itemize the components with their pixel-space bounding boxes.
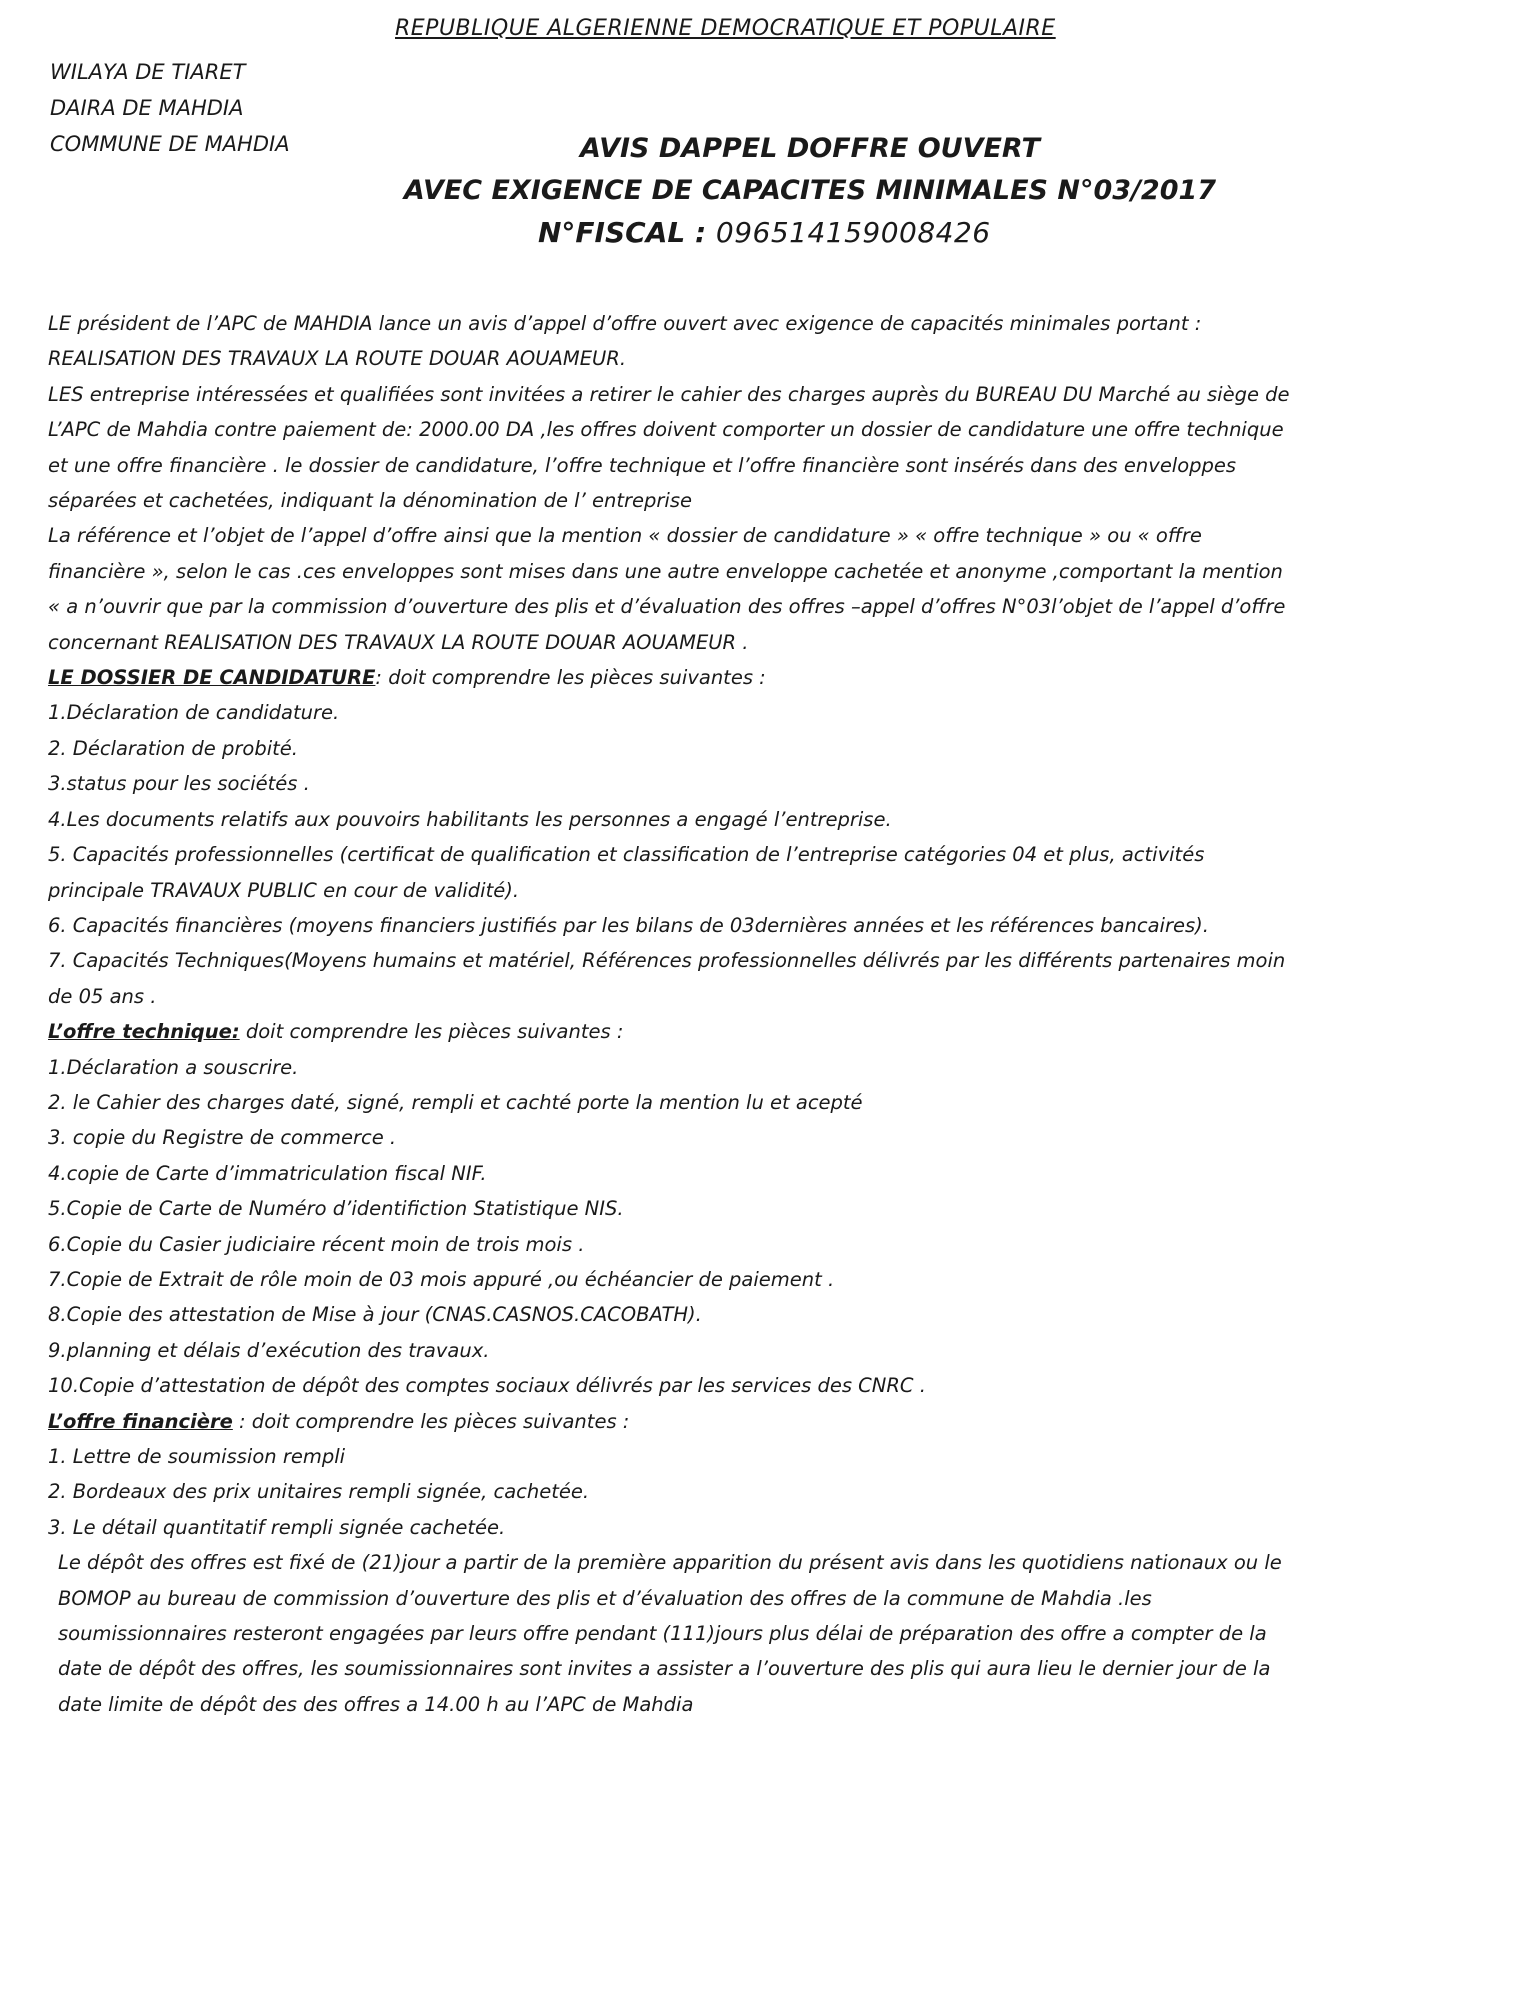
commune-line: COMMUNE DE MAHDIA <box>50 132 290 156</box>
intro-line: La référence et l’objet de l’appel d’offre ainsi que la mention « dossier de candidature » « offre technique » ou « offre <box>48 524 1202 548</box>
title-line-2: AVEC EXIGENCE DE CAPACITES MINIMALES N°03/2017 <box>403 175 1217 206</box>
financiere-item: 3. Le détail quantitatif rempli signée cachetée. <box>48 1515 506 1539</box>
candidature-item: 4.Les documents relatifs aux pouvoirs habilitants les personnes a engagé l’entreprise. <box>48 807 892 831</box>
candidature-item: 5. Capacités professionnelles (certificat de qualification et classification de l’entreprise catégories 04 et plus, activités <box>48 843 1205 867</box>
fiscal-number <box>538 216 991 249</box>
technique-item: 2. le Cahier des charges daté, signé, rempli et cachté porte la mention lu et acepté <box>48 1090 863 1114</box>
financiere-heading: L’offre financière <box>48 1409 233 1433</box>
notice-body <box>48 306 1488 1722</box>
technique-heading-line <box>48 1014 1488 1049</box>
technique-item: 10.Copie d’attestation de dépôt des comptes sociaux délivrés par les services des CNRC . <box>48 1374 926 1398</box>
technique-item: 5.Copie de Carte de Numéro d’identifiction Statistique NIS. <box>48 1197 624 1221</box>
technique-heading: L’offre technique: <box>48 1020 240 1044</box>
intro-line: et une offre financière . le dossier de candidature, l’offre technique et l’offre financière sont insérés dans des enveloppes <box>48 453 1237 477</box>
daira-line: DAIRA DE MAHDIA <box>50 96 244 120</box>
intro-line: séparées et cachetées, indiquant la dénomination de l’ entreprise <box>48 489 692 513</box>
notice-title <box>0 128 1522 212</box>
technique-item: 6.Copie du Casier judiciaire récent moin de trois mois . <box>48 1232 585 1256</box>
candidature-item: 1.Déclaration de candidature. <box>48 701 340 725</box>
candidature-heading: LE DOSSIER DE CANDIDATURE <box>48 666 376 690</box>
candidature-item: 6. Capacités financières (moyens financiers justifiés par les bilans de 03dernières années et les références bancaires). <box>48 913 1209 937</box>
technique-item: 3. copie du Registre de commerce . <box>48 1126 397 1150</box>
closing-line: date limite de dépôt des des offres a 14.00 h au l’APC de Mahdia <box>58 1692 694 1716</box>
intro-line: financière », selon le cas .ces enveloppes sont mises dans une autre enveloppe cachetée et anonyme ,comportant la mention <box>48 559 1283 583</box>
wilaya-line: WILAYA DE TIARET <box>50 60 246 84</box>
intro-line: concernant REALISATION DES TRAVAUX LA ROUTE DOUAR AOUAMEUR . <box>48 630 749 654</box>
candidature-heading-line <box>48 660 1488 695</box>
intro-line: L’APC de Mahdia contre paiement de: 2000.00 DA ,les offres doivent comporter un dossier de candidature une offre technique <box>48 418 1284 442</box>
candidature-heading-rest: : doit comprendre les pièces suivantes : <box>375 666 766 690</box>
closing-line: BOMOP au bureau de commission d’ouverture des plis et d’évaluation des offres de la commune de Mahdia .les <box>58 1586 1152 1610</box>
intro-line: « a n’ouvrir que par la commission d’ouverture des plis et d’évaluation des offres –appel d’offres N°03l’objet de l’appel d’offre <box>48 595 1286 619</box>
closing-line: Le dépôt des offres est fixé de (21)jour a partir de la première apparition du présent avis dans les quotidiens nationaux ou le <box>58 1551 1282 1575</box>
candidature-item: 2. Déclaration de probité. <box>48 736 298 760</box>
technique-item: 8.Copie des attestation de Mise à jour (CNAS.CASNOS.CACOBATH). <box>48 1303 702 1327</box>
technique-item: 4.copie de Carte d’immatriculation fiscal NIF. <box>48 1161 487 1185</box>
intro-line: REALISATION DES TRAVAUX LA ROUTE DOUAR AOUAMEUR. <box>48 347 627 371</box>
financiere-heading-rest: : doit comprendre les pièces suivantes : <box>232 1409 630 1433</box>
closing-line: soumissionnaires resteront engagées par leurs offre pendant (111)jours plus délai de préparation des offre a compter de la <box>58 1622 1267 1646</box>
financiere-item: 2. Bordeaux des prix unitaires rempli signée, cachetée. <box>48 1480 590 1504</box>
technique-item: 9.planning et délais d’exécution des travaux. <box>48 1338 490 1362</box>
candidature-item: principale TRAVAUX PUBLIC en cour de validité). <box>48 878 520 902</box>
technique-item: 7.Copie de Extrait de rôle moin de 03 mois appuré ,ou échéancier de paiement . <box>48 1267 835 1291</box>
intro-line: LE président de l’APC de MAHDIA lance un avis d’appel d’offre ouvert avec exigence de capacités minimales portant : <box>48 312 1202 335</box>
fiscal-value: 096514159008426 <box>715 216 991 249</box>
republic-heading: REPUBLIQUE ALGERIENNE DEMOCRATIQUE ET POPULAIRE <box>395 16 1056 41</box>
technique-item: 1.Déclaration a souscrire. <box>48 1055 299 1079</box>
candidature-item: 7. Capacités Techniques(Moyens humains et matériel, Références professionnelles délivrés par les différents partenaires moin <box>48 949 1286 973</box>
candidature-item: de 05 ans . <box>48 984 157 1008</box>
closing-line: date de dépôt des offres, les soumissionnaires sont invites a assister a l’ouverture des plis qui aura lieu le dernier jour de la <box>58 1657 1271 1681</box>
candidature-item: 3.status pour les sociétés . <box>48 772 310 796</box>
intro-line: LES entreprise intéressées et qualifiées sont invitées a retirer le cahier des charges auprès du BUREAU DU Marché au siège de <box>48 382 1290 406</box>
financiere-item: 1. Lettre de soumission rempli <box>48 1445 346 1468</box>
title-line-1: AVIS DAPPEL DOFFRE OUVERT <box>580 133 1040 164</box>
technique-heading-rest: doit comprendre les pièces suivantes : <box>239 1020 624 1044</box>
fiscal-label: N°FISCAL : <box>538 216 707 249</box>
financiere-heading-line <box>48 1404 1488 1439</box>
